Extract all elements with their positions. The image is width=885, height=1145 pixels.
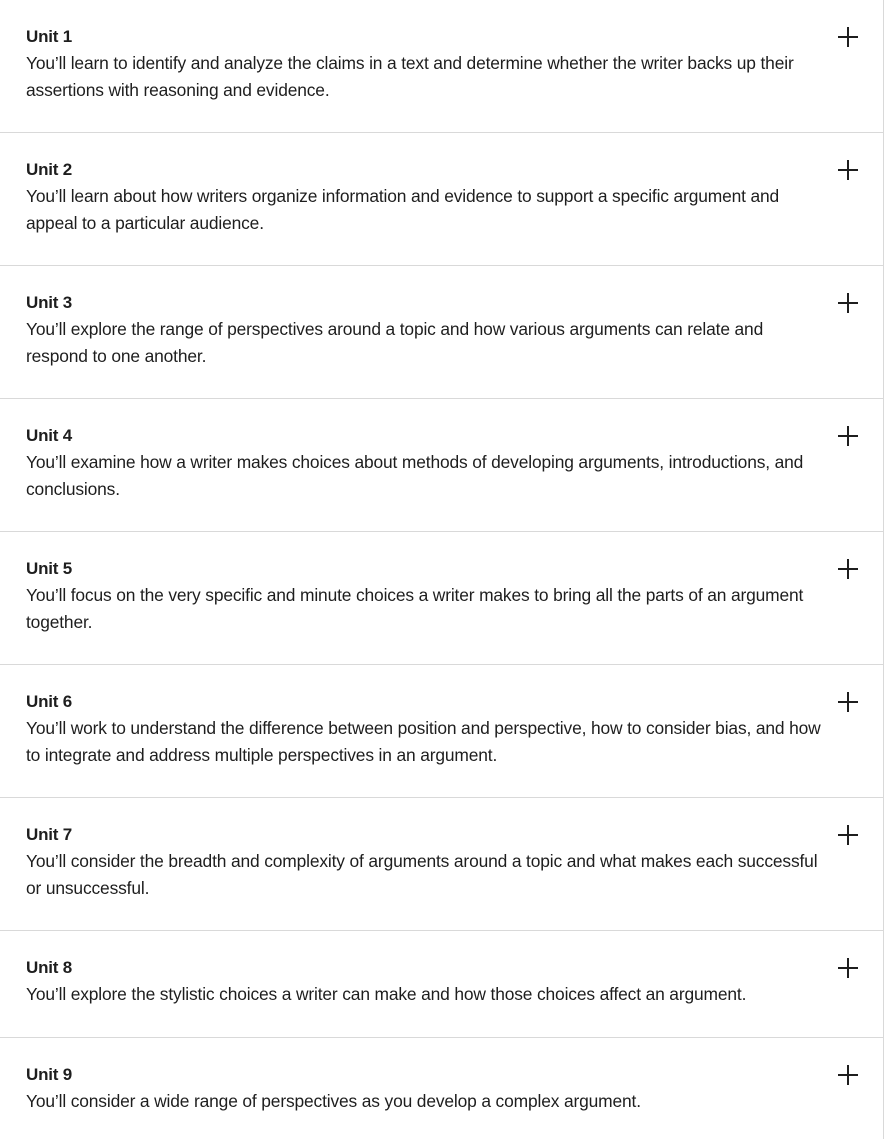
- accordion-item-unit-3[interactable]: [0, 266, 883, 399]
- accordion-item-unit-8[interactable]: [0, 931, 883, 1038]
- plus-icon[interactable]: [838, 958, 858, 978]
- plus-icon[interactable]: [838, 293, 858, 313]
- unit-description: You’ll learn about how writers organize information and evidence to support a specific argument and appeal to a particular audience.: [26, 186, 780, 233]
- unit-description: You’ll explore the stylistic choices a writer can make and how those choices affect an argument.: [26, 984, 747, 1004]
- unit-title: Unit 8: [26, 958, 73, 977]
- unit-title: Unit 5: [26, 559, 73, 578]
- accordion-item-unit-2[interactable]: [0, 133, 883, 266]
- accordion-item-unit-5[interactable]: [0, 532, 883, 665]
- unit-title: Unit 2: [26, 160, 73, 179]
- plus-icon[interactable]: [838, 27, 858, 47]
- plus-icon[interactable]: [838, 1065, 858, 1085]
- plus-icon[interactable]: [838, 692, 858, 712]
- plus-icon[interactable]: [838, 160, 858, 180]
- accordion-item-unit-6[interactable]: [0, 665, 883, 798]
- unit-description: You’ll consider a wide range of perspectives as you develop a complex argument.: [26, 1091, 641, 1111]
- unit-title: Unit 1: [26, 27, 73, 46]
- plus-icon[interactable]: [838, 426, 858, 446]
- unit-title: Unit 6: [26, 692, 73, 711]
- unit-description: You’ll explore the range of perspectives around a topic and how various arguments can relate and respond to one another.: [26, 319, 764, 366]
- unit-description: You’ll focus on the very specific and minute choices a writer makes to bring all the parts of an argument together.: [26, 585, 804, 632]
- accordion-item-unit-4[interactable]: [0, 399, 883, 532]
- accordion-item-unit-1[interactable]: [0, 0, 883, 133]
- unit-description: You’ll consider the breadth and complexity of arguments around a topic and what makes each successful or unsuccessful.: [26, 851, 818, 898]
- plus-icon[interactable]: [838, 825, 858, 845]
- accordion-item-unit-9[interactable]: [0, 1038, 883, 1145]
- unit-description: You’ll learn to identify and analyze the claims in a text and determine whether the writer backs up their assertions with reasoning and evidence.: [26, 53, 794, 100]
- unit-title: Unit 9: [26, 1065, 73, 1084]
- unit-title: Unit 7: [26, 825, 73, 844]
- unit-title: Unit 4: [26, 426, 73, 445]
- plus-icon[interactable]: [838, 559, 858, 579]
- accordion-item-unit-7[interactable]: [0, 798, 883, 931]
- unit-description: You’ll work to understand the difference between position and perspective, how to consider bias, and how to integrate and address multiple perspectives in an argument.: [26, 718, 821, 765]
- unit-description: You’ll examine how a writer makes choices about methods of developing arguments, introductions, and conclusions.: [26, 452, 804, 499]
- unit-title: Unit 3: [26, 293, 73, 312]
